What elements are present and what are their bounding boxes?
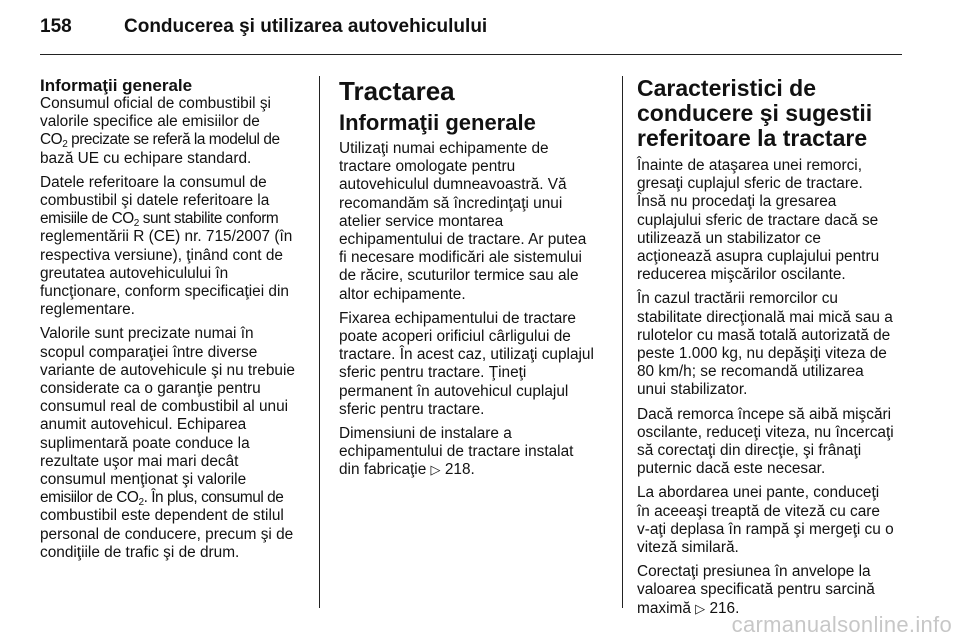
text-line: respectiva versiune), ţinând cont de [40, 246, 283, 264]
text-line: unui stabilizator. [637, 381, 748, 399]
paragraph [637, 563, 909, 618]
text-line: $CO_2$ precizate se referă la modelul de [40, 131, 280, 151]
text-line: de răcire, scuturilor termice sau ale [339, 267, 579, 285]
text-line: condiţiile de trafic şi de drum. [40, 543, 240, 561]
text-line: anumit autovehicul. Echiparea [40, 416, 247, 434]
arrow-right-triangle-icon[interactable]: ▷ [430, 462, 441, 478]
text-line: La abordarea unei pante, conduceţi [637, 484, 880, 502]
text-line: în aceeaşi treaptă de viteză cu care [637, 502, 880, 520]
text-line: reglementare. [40, 301, 135, 319]
text-line: combustibil şi datele referitoare la [40, 192, 270, 210]
paragraph-lines [339, 425, 611, 461]
text-line: rezultate uşor mai mari decât [40, 452, 239, 470]
text-line: tractare omologate pentru [339, 158, 516, 176]
arrow-right-triangle-icon[interactable]: ▷ [695, 600, 706, 616]
text-line: valoarea specificată pentru sarcină [637, 581, 875, 599]
page-reference-link[interactable]: 216. [709, 599, 740, 617]
paragraph [339, 140, 611, 304]
text-line: Datele referitoare la consumul de [40, 173, 267, 191]
page-reference-link[interactable]: 218. [444, 461, 475, 479]
text-line: rulotelor cu masă totală autorizată de [637, 326, 891, 344]
paragraph [339, 310, 611, 419]
text-line: tractare. În acest caz, utilizaţi cuplajul [339, 346, 594, 364]
text-line: Dacă remorca începe să aibă mişcări [637, 405, 892, 423]
column-towing [339, 76, 611, 486]
column-divider-right [622, 76, 623, 608]
text-line: emisiilor de $CO_2$. În plus, consumul de [40, 489, 284, 509]
header-rule [40, 54, 902, 55]
text-line: Dimensiuni de instalare a [339, 425, 512, 443]
text-line: poate acoperi orificiul cârligului de [339, 328, 571, 346]
paragraph [339, 425, 611, 480]
text-line: reducerea mişcărilor oscilante. [637, 266, 846, 284]
text-line: viteză similară. [637, 539, 739, 557]
text-line: personal de conducere, precum şi de [40, 525, 294, 543]
text-line: valorile specifice ale emisiilor de [40, 113, 260, 131]
paragraph [637, 157, 909, 284]
text-line: scopul comparaţiei între diverse [40, 343, 258, 361]
section-heading: Informaţii generale [40, 76, 193, 95]
watermark: carmanualsonline.info [731, 612, 952, 637]
paragraph [637, 484, 909, 557]
text-line: conducere şi sugestii [637, 100, 873, 126]
page-number: 158 [40, 16, 72, 37]
paragraph [40, 325, 312, 562]
paragraph [637, 406, 909, 479]
text-line: variante de autovehicule şi nu trebuie [40, 361, 295, 379]
text-line: Însă nu procedaţi la gresarea [637, 193, 837, 211]
text-line: să corectaţi din direcţie, şi frânaţi [637, 442, 862, 460]
column-general-info [40, 76, 312, 568]
text-line: Înainte de ataşarea unei remorci, [637, 157, 863, 174]
text-line: utilizează un stabilizator ce [637, 229, 821, 247]
chapter-title: Conducerea şi utilizarea autovehiculului [124, 16, 488, 37]
text-line: stabilitate direcţională mai mică sau a [637, 308, 893, 326]
text-line: echipamentului de tractare. Ar putea [339, 231, 587, 249]
text-line: referitoare la tractare [637, 125, 868, 151]
chapter-section-title: Tractarea [339, 76, 455, 106]
paragraph [40, 174, 312, 320]
text-line: echipamentului de tractare instalat [339, 443, 574, 461]
text-line: bază UE cu echipare standard. [40, 149, 252, 167]
text-line: consumul real de combustibil al unui [40, 398, 289, 416]
column-divider-left [319, 76, 320, 608]
text-line: greutatea autovehiculului în [40, 264, 229, 282]
text-line: sferic pentru tractare. Ţineţi [339, 364, 527, 382]
text-line: Utilizaţi numai echipamente de [339, 140, 549, 157]
text-line: suplimentară poate conduce la [40, 434, 250, 452]
text-line: peste 1.000 kg, nu depăşiţi viteza de [637, 345, 887, 363]
text-line: altor echipamente. [339, 285, 466, 303]
text-line: Valorile sunt precizate numai în [40, 325, 254, 343]
text-line: emisiile de $CO_2$ sunt stabilite conform [40, 210, 279, 230]
page-header [40, 14, 910, 48]
reference-line [339, 461, 611, 479]
text-line: Consumul oficial de combustibil şi [40, 95, 271, 112]
text-line: combustibil este dependent de stilul [40, 507, 284, 525]
section-heading: Informaţii generale [339, 110, 536, 135]
text-line: recomandăm să încredinţaţi unui [339, 194, 563, 212]
text-line: În cazul tractării remorcilor cu [637, 290, 838, 308]
text-line: funcţionare, conform specificaţiei din [40, 283, 289, 301]
text-line: puternic dacă este necesar. [637, 460, 826, 478]
text-line: acţionează asupra cuplajului pentru [637, 248, 880, 266]
text-line: Caracteristici de [637, 75, 816, 101]
text-line: atelier service montarea [339, 212, 504, 230]
reference-text: din fabricaţie [339, 461, 427, 479]
text-line: permanent în autovehicul cuplajul [339, 382, 569, 400]
reference-text: maximă [637, 599, 691, 617]
paragraph [637, 290, 909, 399]
paragraph [40, 95, 312, 168]
text-line: cuplajului sferic de tractare dacă se [637, 211, 879, 229]
column-towing-tips [637, 76, 909, 624]
text-line: sferic pentru tractare. [339, 400, 485, 418]
text-line: fi necesare modificări ale sistemului [339, 249, 582, 267]
text-line: 80 km/h; se recomandă utilizarea [637, 363, 864, 381]
text-line: consumul menţionat şi valorile [40, 471, 247, 489]
section-title [637, 76, 909, 151]
text-line: Corectaţi presiunea în anvelope la [637, 563, 871, 581]
text-line: oscilante, reduceţi viteza, nu încercaţi [637, 423, 894, 441]
text-line: gresaţi cuplajul sferic de tractare. [637, 175, 863, 193]
paragraph-lines [637, 563, 909, 599]
text-line: v-aţi deplasa în rampă şi mergeţi cu o [637, 520, 894, 538]
text-line: autovehiculul dumneavoastră. Vă [339, 176, 567, 194]
text-line: considerate ca o garanţie pentru [40, 380, 261, 398]
text-line: Fixarea echipamentului de tractare [339, 309, 576, 327]
text-line: reglementării R (CE) nr. 715/2007 (în [40, 228, 293, 246]
